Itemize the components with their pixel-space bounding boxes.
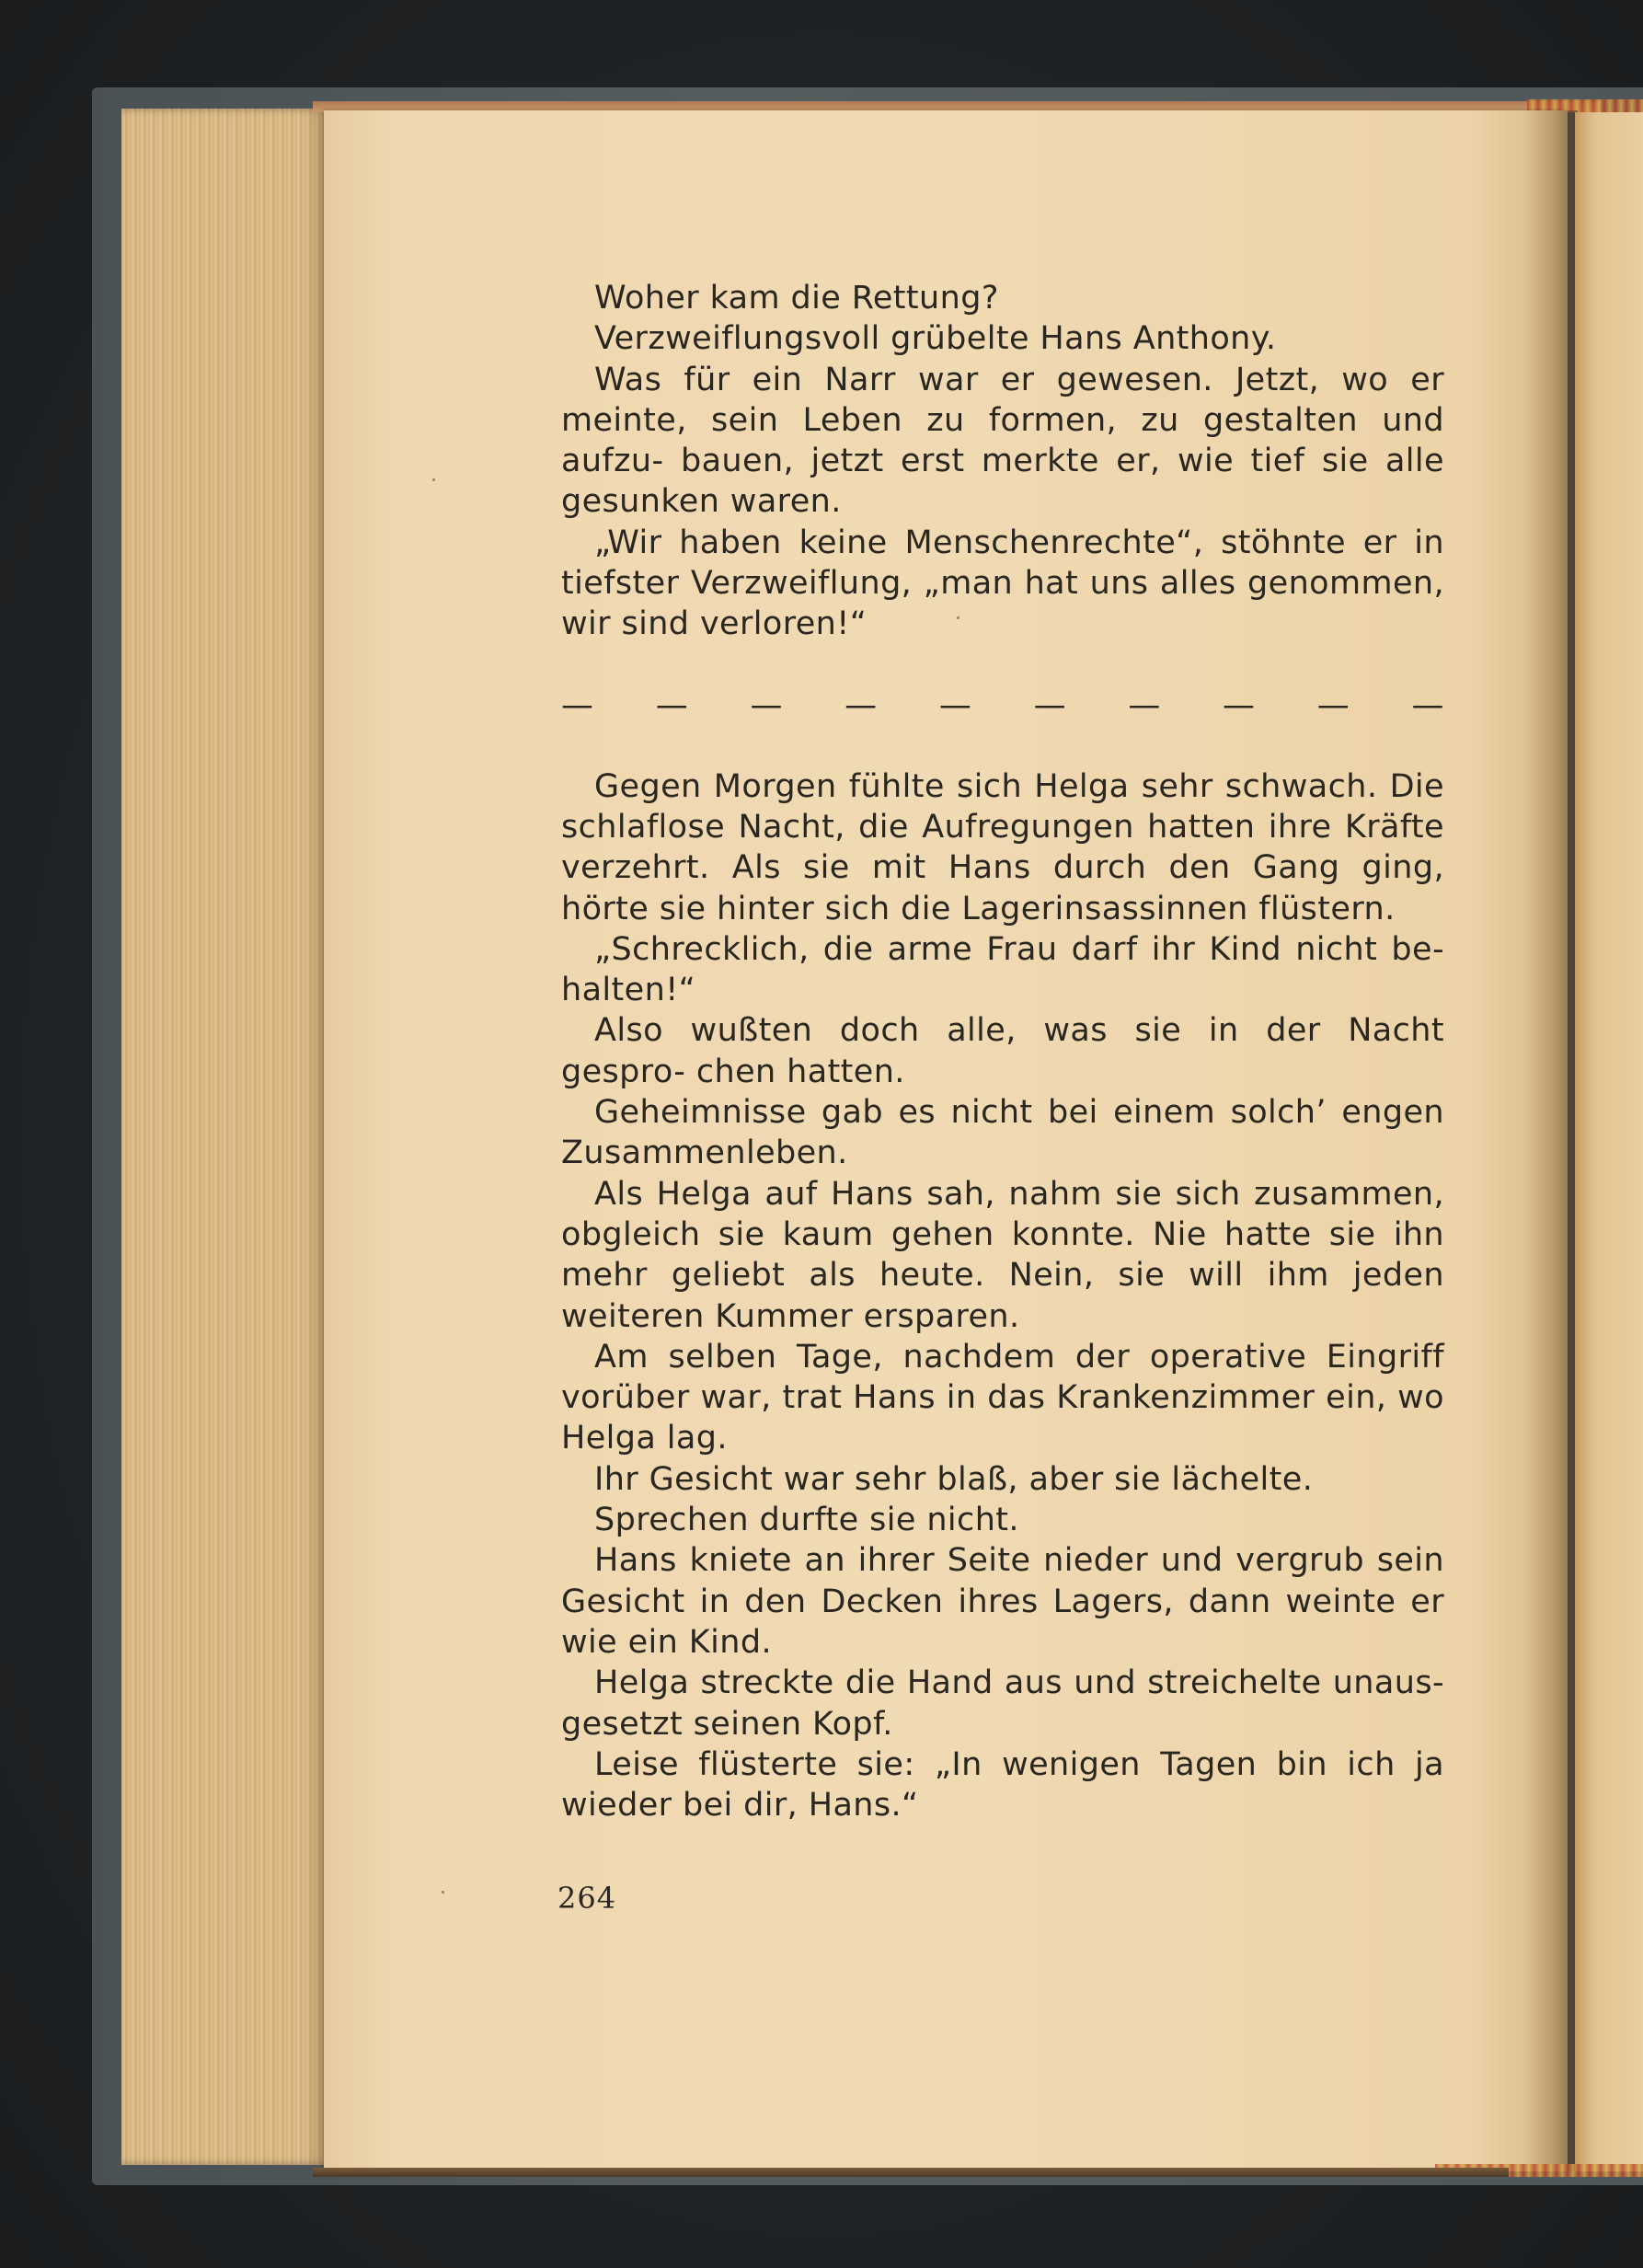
paragraph: Gegen Morgen fühlte sich Helga sehr schwach. Die schlaflose Nacht, die Aufregungen hatten ihre Kräfte verzehrt. Als sie mit Hans durch den Gang ging, hörte sie hinter sich die Lagerinsassinnen flüstern.: [561, 767, 1444, 927]
paragraph: „Schrecklich, die arme Frau darf ihr Kind nicht be- halten!“: [561, 930, 1444, 1009]
page-number: 264: [557, 1881, 617, 1916]
paragraph: Also wußten doch alle, was sie in der Nacht gespro- chen hatten.: [561, 1012, 1444, 1090]
section-dash: —: [844, 686, 878, 724]
section-dash: —: [1411, 686, 1444, 724]
page-text: [561, 278, 1444, 1825]
section-dash: —: [1033, 686, 1066, 724]
paragraph: Woher kam die Rettung?: [594, 280, 999, 317]
paragraph: Als Helga auf Hans sah, nahm sie sich zusammen, obgleich sie kaum gehen konnte. Nie hatte sie ihn mehr geliebt als heute. Nein, sie will ihm jeden weiteren Kummer ersparen.: [561, 1175, 1444, 1335]
section-dash: —: [1128, 686, 1161, 724]
paragraph: Sprechen durfte sie nicht.: [594, 1502, 1019, 1539]
section-dash: —: [1223, 686, 1256, 724]
section-dash: —: [938, 686, 972, 724]
paragraph: Am selben Tage, nachdem der operative Eingriff vorüber war, trat Hans in das Krankenzimmer ein, wo Helga lag.: [561, 1338, 1444, 1457]
section-dash: —: [655, 686, 689, 724]
section-break: [561, 685, 1444, 726]
section-dash: —: [1316, 686, 1350, 724]
paragraph: Was für ein Narr war er gewesen. Jetzt, wo er meinte, sein Leben zu formen, zu gestalten und aufzu- bauen, jetzt erst merkte er, wie tief sie alle gesunken waren.: [561, 361, 1444, 521]
paragraph: Hans kniete an ihrer Seite nieder und vergrub sein Gesicht in den Decken ihres Lagers, dann weinte er wie ein Kind.: [561, 1542, 1444, 1661]
paragraph: Leise flüsterte sie: „In wenigen Tagen bin ich ja wieder bei dir, Hans.“: [561, 1745, 1444, 1825]
paper-speck: [442, 1891, 444, 1894]
page-edges: [121, 109, 333, 2165]
section-dash: —: [561, 686, 594, 724]
section-dash: —: [750, 686, 783, 724]
paragraph: Verzweiflungsvoll grübelte Hans Anthony.: [594, 320, 1277, 358]
paragraph: „Wir haben keine Menschenrechte“, stöhnte er in tiefster Verzweiflung, „man hat uns alles genommen, wir sind verloren!“: [561, 524, 1444, 643]
bottom-edge: [313, 2168, 1509, 2177]
paragraph: Helga streckte die Hand aus und streichelte unaus- gesetzt seinen Kopf.: [561, 1664, 1444, 1743]
paper-speck: [432, 478, 435, 481]
paragraph: Ihr Gesicht war sehr blaß, aber sie lächelte.: [594, 1460, 1314, 1498]
page-gutter: [1522, 110, 1578, 2171]
facing-page-edge: [1575, 112, 1643, 2171]
paragraph: Geheimnisse gab es nicht bei einem solch’ engen Zusammenleben.: [561, 1094, 1444, 1172]
